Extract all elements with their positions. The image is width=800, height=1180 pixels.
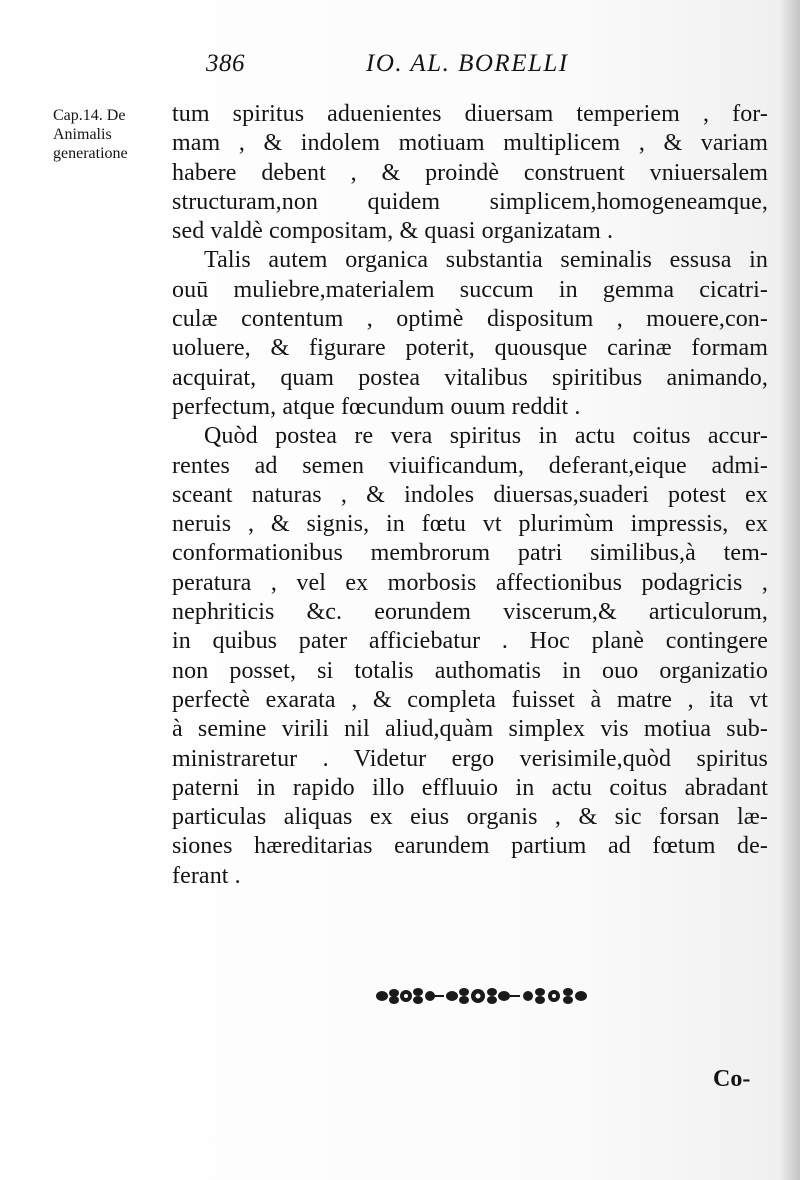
page-number: 386 xyxy=(206,50,245,77)
text-line: acquirat, quam postea vitalibus spiritibus animando, xyxy=(172,364,768,391)
text-line: sceant naturas , & indoles diuersas,suaderi potest ex xyxy=(172,481,768,508)
text-line: particulas aliquas ex eius organis , & sic forsan læ- xyxy=(172,804,768,831)
text-line: peratura , vel ex morbosis affectionibus podagricis , xyxy=(172,569,768,596)
text-line: ministraretur . Videtur ergo verisimile,quòd spiritus xyxy=(172,745,768,772)
show-through-decoration xyxy=(250,905,256,931)
text-line: ferant . xyxy=(172,862,241,889)
text-line: tum spiritus aduenientes diuersam temperiem , for- xyxy=(172,101,768,127)
text-line: siones hæreditarias earundem partium ad fœtum de- xyxy=(172,833,768,860)
running-head: IO. AL. BORELLI xyxy=(366,50,569,77)
catchword: Co- xyxy=(713,1066,751,1092)
page-header xyxy=(200,50,620,90)
text-line: non posset, si totalis authomatis in ouo organizatio xyxy=(172,657,768,684)
text-line: conformationibus membrorum patri similibus,à tem- xyxy=(172,540,768,567)
text-line: in quibus pater afficiebatur . Hoc planè contingere xyxy=(172,628,768,655)
text-line: sed valdè compositam, & quasi organizatam . xyxy=(172,218,614,245)
text-line: ouū muliebre,materialem succum in gemma cicatri- xyxy=(172,276,768,303)
text-line: mam , & indolem motiuam multiplicem , & variam xyxy=(172,130,768,157)
text-line: uoluere, & figurare poterit, quousque carinæ formam xyxy=(172,335,768,362)
margin-note-line: generatione xyxy=(53,145,128,162)
text-line: Talis autem organica substantia seminalis essusa in xyxy=(204,247,768,274)
text-line: structuram,non quidem simplicem,homogeneamque, xyxy=(172,188,768,215)
margin-note-line: Animalis xyxy=(53,126,112,143)
text-line: à semine virili nil aliud,quàm simplex vis motiua sub- xyxy=(172,716,768,743)
margin-note-line: Cap.14. De xyxy=(53,107,126,124)
text-line: perfectum, atque fœcundum ouum reddit . xyxy=(172,393,581,420)
text-line: nephriticis &c. eorundem viscerum,& articulorum, xyxy=(172,599,768,626)
text-line: Quòd postea re vera spiritus in actu coitus accur- xyxy=(204,423,768,450)
text-line: habere debent , & proindè construent vniuersalem xyxy=(172,159,768,186)
page-edge-shadow xyxy=(778,0,800,1180)
text-line: neruis , & signis, in fœtu vt plurimùm impressis, ex xyxy=(172,511,768,538)
text-line: perfectè exarata , & completa fuisset à matre , ita vt xyxy=(172,686,768,713)
text-line: culæ contentum , optimè dispositum , mouere,con- xyxy=(172,306,768,333)
text-line: paterni in rapido illo effluuio in actu coitus abradant xyxy=(172,774,768,801)
body-text xyxy=(172,100,768,891)
fleuron-ornament-icon xyxy=(372,985,592,1007)
margin-note xyxy=(53,106,163,163)
text-line: rentes ad semen viuificandum, deferant,eique admi- xyxy=(172,452,768,479)
